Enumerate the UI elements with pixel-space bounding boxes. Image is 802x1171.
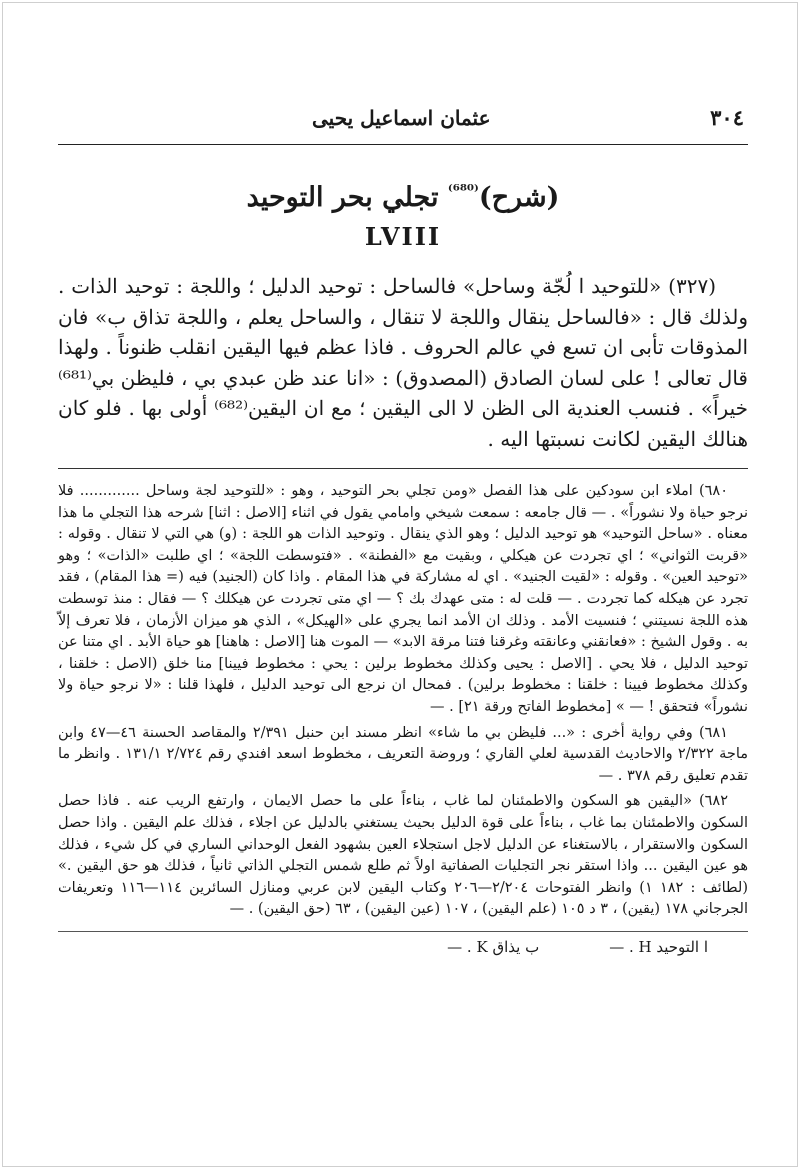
- page-header: [58, 105, 748, 145]
- chapter-title-note: ⁽⁶⁸⁰⁾: [447, 181, 479, 200]
- footnote-681: ٦٨١) وفي رواية أخرى : «... فليظن بي ما شاء» انظر مسند ابن حنبل ٢/٣٩١ والمقاصد الحسنة ٤٦—٤٧ وابن ماجة ٢/٣٢٢ والاحاديث القدسية لعلي القاري ؛ وروضة التعريف ، مخطوط اسعد افندي رقم ٢/٧٢٤ ١٣١/١ . وانظر ما تقدم تعليق رقم ٣٧٨ . —: [58, 724, 749, 784]
- running-title: عثمان اسماعيل يحيى: [312, 106, 491, 130]
- footnote-680: ٦٨٠) املاء ابن سودكين على هذا الفصل «ومن تجلي بحر التوحيد ، وهو : «للتوحيد لجة وساحل ............. فلا نرجو حياة ولا نشوراً» . — قال جامعه : سمعت شيخي وامامي يقول في اثناء [الاصل : اثنا] شرحه هذا التجلي ما هذا معناه . «ساحل التوحيد» هو توحيد الدليل ؛ وهو الذي ينقال . وتوحيد الذات هو اللجة : (و) هي التي لا تنقال . وقوله : «قربت الثواني» ؛ اي تجردت عن هيكلي ، وبقيت مع «الفطنة» . «فتوسطت اللجة» ؛ اي طلبت «الذات» ؛ وهو «توحيد العين» . وقوله : «لقيت الجنيد» . اي له مشاركة في هذا المقام . واذا كان (الجنيد) فيه (= هذا المقام) ، فقد تجرد عن هيكله كما تجردت . — قلت له : متى عهدك بك ؟ — اي متى تجردت عن هيكلك ؟ — فقال : منذ توسطت هذه اللجة نسيتني ؛ فنسيت الأمد . وذلك ان الأمد انما يجري على «الهيكل» ، الذي هو ميزان الأزمان ، فلا تعرف إلاّ به . وقول الشيخ : «فعانقني وعانقته وغرقنا فتنا مرقة الابد» — الموت هنا [الاصل : هاهنا] هو حياة الأبد . اي متنا عن توحيد الدليل ، فلا يحي . [الاصل : يحيى وكذلك مخطوط برلين : يحي : مخطوط فيينا] منا خلق (الاصل : خلقنا ، وكذلك مخطوط فيينا : خلقنا : مخطوط برلين) . فمحال ان نرجع الى توحيد الدليل ، فلهذا قلنا : «لا نرجو حياة ولا نشوراً» فتحقق ! — » [مخطوط الفاتح ورقة ٢١] . —: [58, 483, 748, 715]
- page-number: ٣٠٤: [710, 105, 744, 130]
- chapter-title-prefix: (شرح): [478, 182, 560, 213]
- footnotes: [58, 481, 748, 921]
- textual-variants: [58, 931, 748, 956]
- chapter-number: LVIII: [364, 222, 442, 251]
- variant-b: ب يذاق K . —: [447, 937, 540, 956]
- footnote-682: ٦٨٢) «اليقين هو السكون والاطمئنان لما غاب ، بناءاً على ما حصل الايمان ، وارتفع الريب عنه . فاذا حصل السكون والاطمئنان بما غاب ، بناءاً على قوة الدليل بحيث يستغني بالدليل عن اجلاء ، فذلك علم اليقين . واذا حصل السكون والاستقرار ، بالاستغناء عن الدليل لاجل استجلاء العين بشهود الفعل الوحداني الساري في كل شيء ، فذلك هو عين اليقين ... واذا استقر نجر التجليات الصفاتية اولاً ثم طلع شمس التجلي الذاتي ثانياً ، فذلك هو حق اليقين .» (لطائف : ١٨٢ ١) وانظر الفتوحات ٢/٢٠٤—٢٠٦ وكتاب اليقين لابن عربي ومنازل السائرين ١١٤—١١٦ وتعريفات الجرجاني ١٧٨ (يقين) ، ٣ د ١٠٥ (علم اليقين) ، ١٠٧ (عين اليقين) ، ٦٣ (حق اليقين) . —: [58, 793, 749, 918]
- chapter-title: [58, 173, 748, 216]
- footnote-separator: [58, 468, 748, 469]
- book-page: [58, 105, 748, 956]
- chapter-title-main: تجلي بحر التوحيد: [246, 182, 448, 213]
- main-paragraph: (٣٢٧) «للتوحيد ا لُجّة وساحل» فالساحل : توحيد الدليل ؛ واللجة : توحيد الذات . ولذلك قال : «فالساحل ينقال واللجة لا تنقال ، والساحل يعلم ، واللجة تذاق ب» فان المذوقات تأبى ان تسع في عالم الحروف . فاذا عظم فيها اليقين انقلب ظنوناً . ولهذا قال تعالى ! على لسان الصادق (المصدوق) : «انا عند ظن عبدي بي ، فليظن بي⁽⁶⁸¹⁾ خيراً» . فنسب العندية الى الظن لا الى اليقين ؛ مع ان اليقين⁽⁶⁸²⁾ أولى بها . فلو كان هنالك اليقين لكانت نسبتها اليه .: [58, 274, 748, 451]
- variant-a: ا التوحيد H . —: [609, 937, 708, 956]
